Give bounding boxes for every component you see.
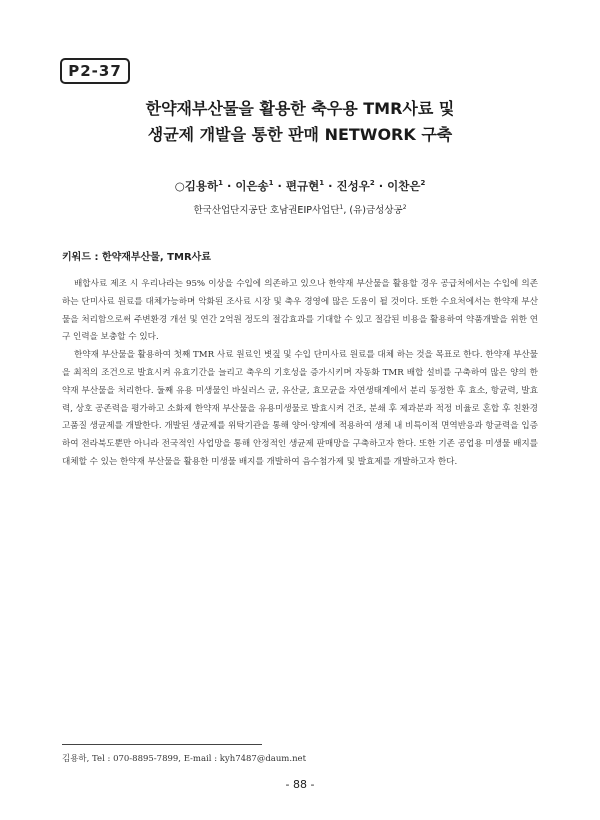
footnote-divider xyxy=(62,744,262,745)
body-paragraph: 한약재 부산물을 활용하여 첫째 TMR 사료 원료인 볏짚 및 수입 단미사료 원료를 대체 하는 것을 목표로 한다. 한약재 부산물을 최적의 조건으로 발효시켜 유효기간을 늘리고 축우의 기호성을 증가시키며 자동화 TMR 배합 설비를 구축하여 많은 양의 한약재 부산물을 처리한다. 둘째 유용 미생물인 바실러스 균, 유산균, 효모균을 자연생태계에서 분리 동정한 후 효소, 항균력, 발효력, 상호 공존력을 평가하고 소화제 한약재 부산물을 유용미생물로 발효시켜 건조, 분쇄 후 제과분과 적정 비율로 혼합 후 친환경 고품질 생균제를 개발한다. 개발된 생균제를 위탁기관을 통해 양어·양계에 적용하여 생체 내 비특이적 면역반응과 항균력을 입증하여 전라북도뿐만 아니라 전국적인 사업망을 통해 안정적인 생균제 판매망을 구축하고자 한다. 또한 기존 공업용 미생물 배지를 대체할 수 있는 한약재 부산물을 활용한 미생물 배지를 개발하여 음수첨가제 및 발효제를 개발하고자 한다. xyxy=(62,350,538,467)
author-mark: 1 xyxy=(218,179,223,188)
session-badge: P2-37 xyxy=(60,58,130,84)
author-mark: 1 xyxy=(319,179,325,188)
author-list: ○김용하$^1$ · 이은송$^1$ · 편규현$^1$ · 진성우$^2$ · 이찬은$^2$ xyxy=(174,179,426,193)
author-name: 진성우 xyxy=(336,179,370,193)
page-number: - 88 - xyxy=(285,778,315,791)
author-name: 편규현 xyxy=(285,179,320,193)
affiliation-org: 한국산업단지공단 호남권EIP사업단 xyxy=(193,205,340,216)
author-mark: 2 xyxy=(369,179,375,188)
author-mark: 2 xyxy=(420,179,426,188)
body-paragraph: 배합사료 제조 시 우리나라는 95% 이상을 수입에 의존하고 있으나 한약재 부산물을 활용할 경우 공급처에서는 수입에 의존하는 단미사료 원료를 대체가능하며 악화된 조사료 시장 및 축우 경영에 많은 도움이 될 것이다. 또한 수요처에서는 한약재 부산물을 처리함으로써 주변환경 개선 및 연간 2억원 정도의 절감효과를 기대할 수 있고 절감된 비용을 활용하여 약품개발을 위한 연구 인력을 보충할 수 있다. xyxy=(62,279,538,343)
author-name: 김용하 xyxy=(184,179,219,193)
affiliation-mark: 2 xyxy=(402,203,407,211)
footnote-contact: 김용하, Tel : 070-8895-7899, E-mail : kyh7487@daum.net xyxy=(62,754,306,764)
title-line-1: 한약재부산물을 활용한 축우용 TMR사료 및 xyxy=(145,99,455,118)
affiliation: 한국산업단지공단 호남권EIP사업단$^1$, (유)금성상공$^2$ xyxy=(193,203,407,216)
author-mark: 1 xyxy=(268,179,274,188)
affiliation-org: (유)금성상공 xyxy=(349,205,403,216)
presenter-marker: ○ xyxy=(174,179,185,193)
affiliation-mark: 1 xyxy=(339,203,344,211)
title-line-2: 생균제 개발을 통한 판매 NETWORK 구축 xyxy=(147,125,453,144)
author-name: 이찬은 xyxy=(387,179,421,193)
keywords: 키워드 : 한약재부산물, TMR사료 xyxy=(62,252,211,263)
author-name: 이은송 xyxy=(235,179,269,193)
abstract-body xyxy=(62,276,538,472)
